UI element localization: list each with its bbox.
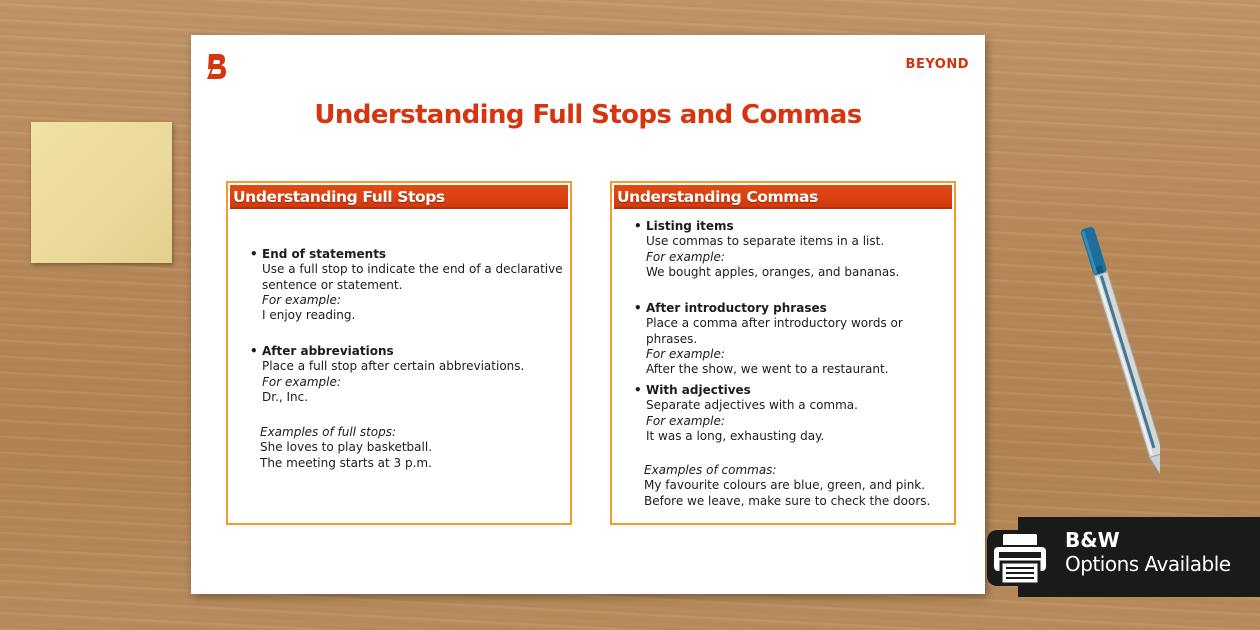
example-text: Dr., Inc. [262,389,309,404]
section-text: Place a comma after introductory words or phrases. [646,316,903,346]
section-text: Use a full stop to indicate the end of a declarative [262,262,563,277]
example-label: For example: [646,413,725,428]
section-text: Use commas to separate items in a list. [646,234,885,249]
bullet-icon: • [634,301,642,315]
bullet-icon: • [634,383,642,397]
commas-panel [610,181,956,525]
banner-title: B&W [1065,528,1120,552]
example-text: It was a long, exhausting day. [646,428,825,443]
panel-heading: Understanding Commas [614,185,952,209]
section-heading: After introductory phrases [646,301,827,315]
banner-text [1065,528,1231,576]
section-heading: Listing items [646,219,734,233]
example-label: For example: [646,249,725,264]
panel-heading: Understanding Full Stops [230,185,568,209]
brand-logo-icon [205,52,227,80]
brand-name: BEYOND [905,57,969,72]
examples-title: Examples of commas: [644,463,777,477]
section-text: Place a full stop after certain abbreviations. [262,359,525,374]
example-sentence: The meeting starts at 3 p.m. [260,455,432,470]
example-label: For example: [262,292,341,307]
list-item [634,219,900,280]
section-heading: End of statements [262,247,387,261]
examples-block [644,463,930,509]
section-text: Separate adjectives with a comma. [646,398,858,413]
list-item [250,247,563,323]
examples-title: Examples of full stops: [260,425,397,439]
list-item [634,301,954,377]
list-item [634,383,858,444]
page-title: Understanding Full Stops and Commas [314,100,862,130]
example-sentence: Before we leave, make sure to check the doors. [644,493,931,508]
sticky-note [31,122,172,263]
section-heading: After abbreviations [262,344,394,358]
bullet-icon: • [250,344,258,358]
example-sentence: She loves to play basketball. [260,440,433,455]
examples-block [260,425,432,471]
pen-icon [1070,225,1160,495]
example-label: For example: [262,374,341,389]
printer-icon [985,528,1055,588]
bullet-icon: • [250,247,258,261]
bullet-icon: • [634,219,642,233]
list-item [250,344,525,405]
section-text: sentence or statement. [262,277,403,292]
banner-subtitle: Options Available [1065,552,1231,576]
worksheet-page [191,35,985,594]
example-text: I enjoy reading. [262,308,356,323]
example-sentence: My favourite colours are blue, green, and pink. [644,478,926,493]
full-stops-panel [226,181,572,525]
section-heading: With adjectives [646,383,751,397]
example-text: We bought apples, oranges, and bananas. [646,264,900,279]
example-label: For example: [646,346,725,361]
example-text: After the show, we went to a restaurant. [646,362,889,377]
